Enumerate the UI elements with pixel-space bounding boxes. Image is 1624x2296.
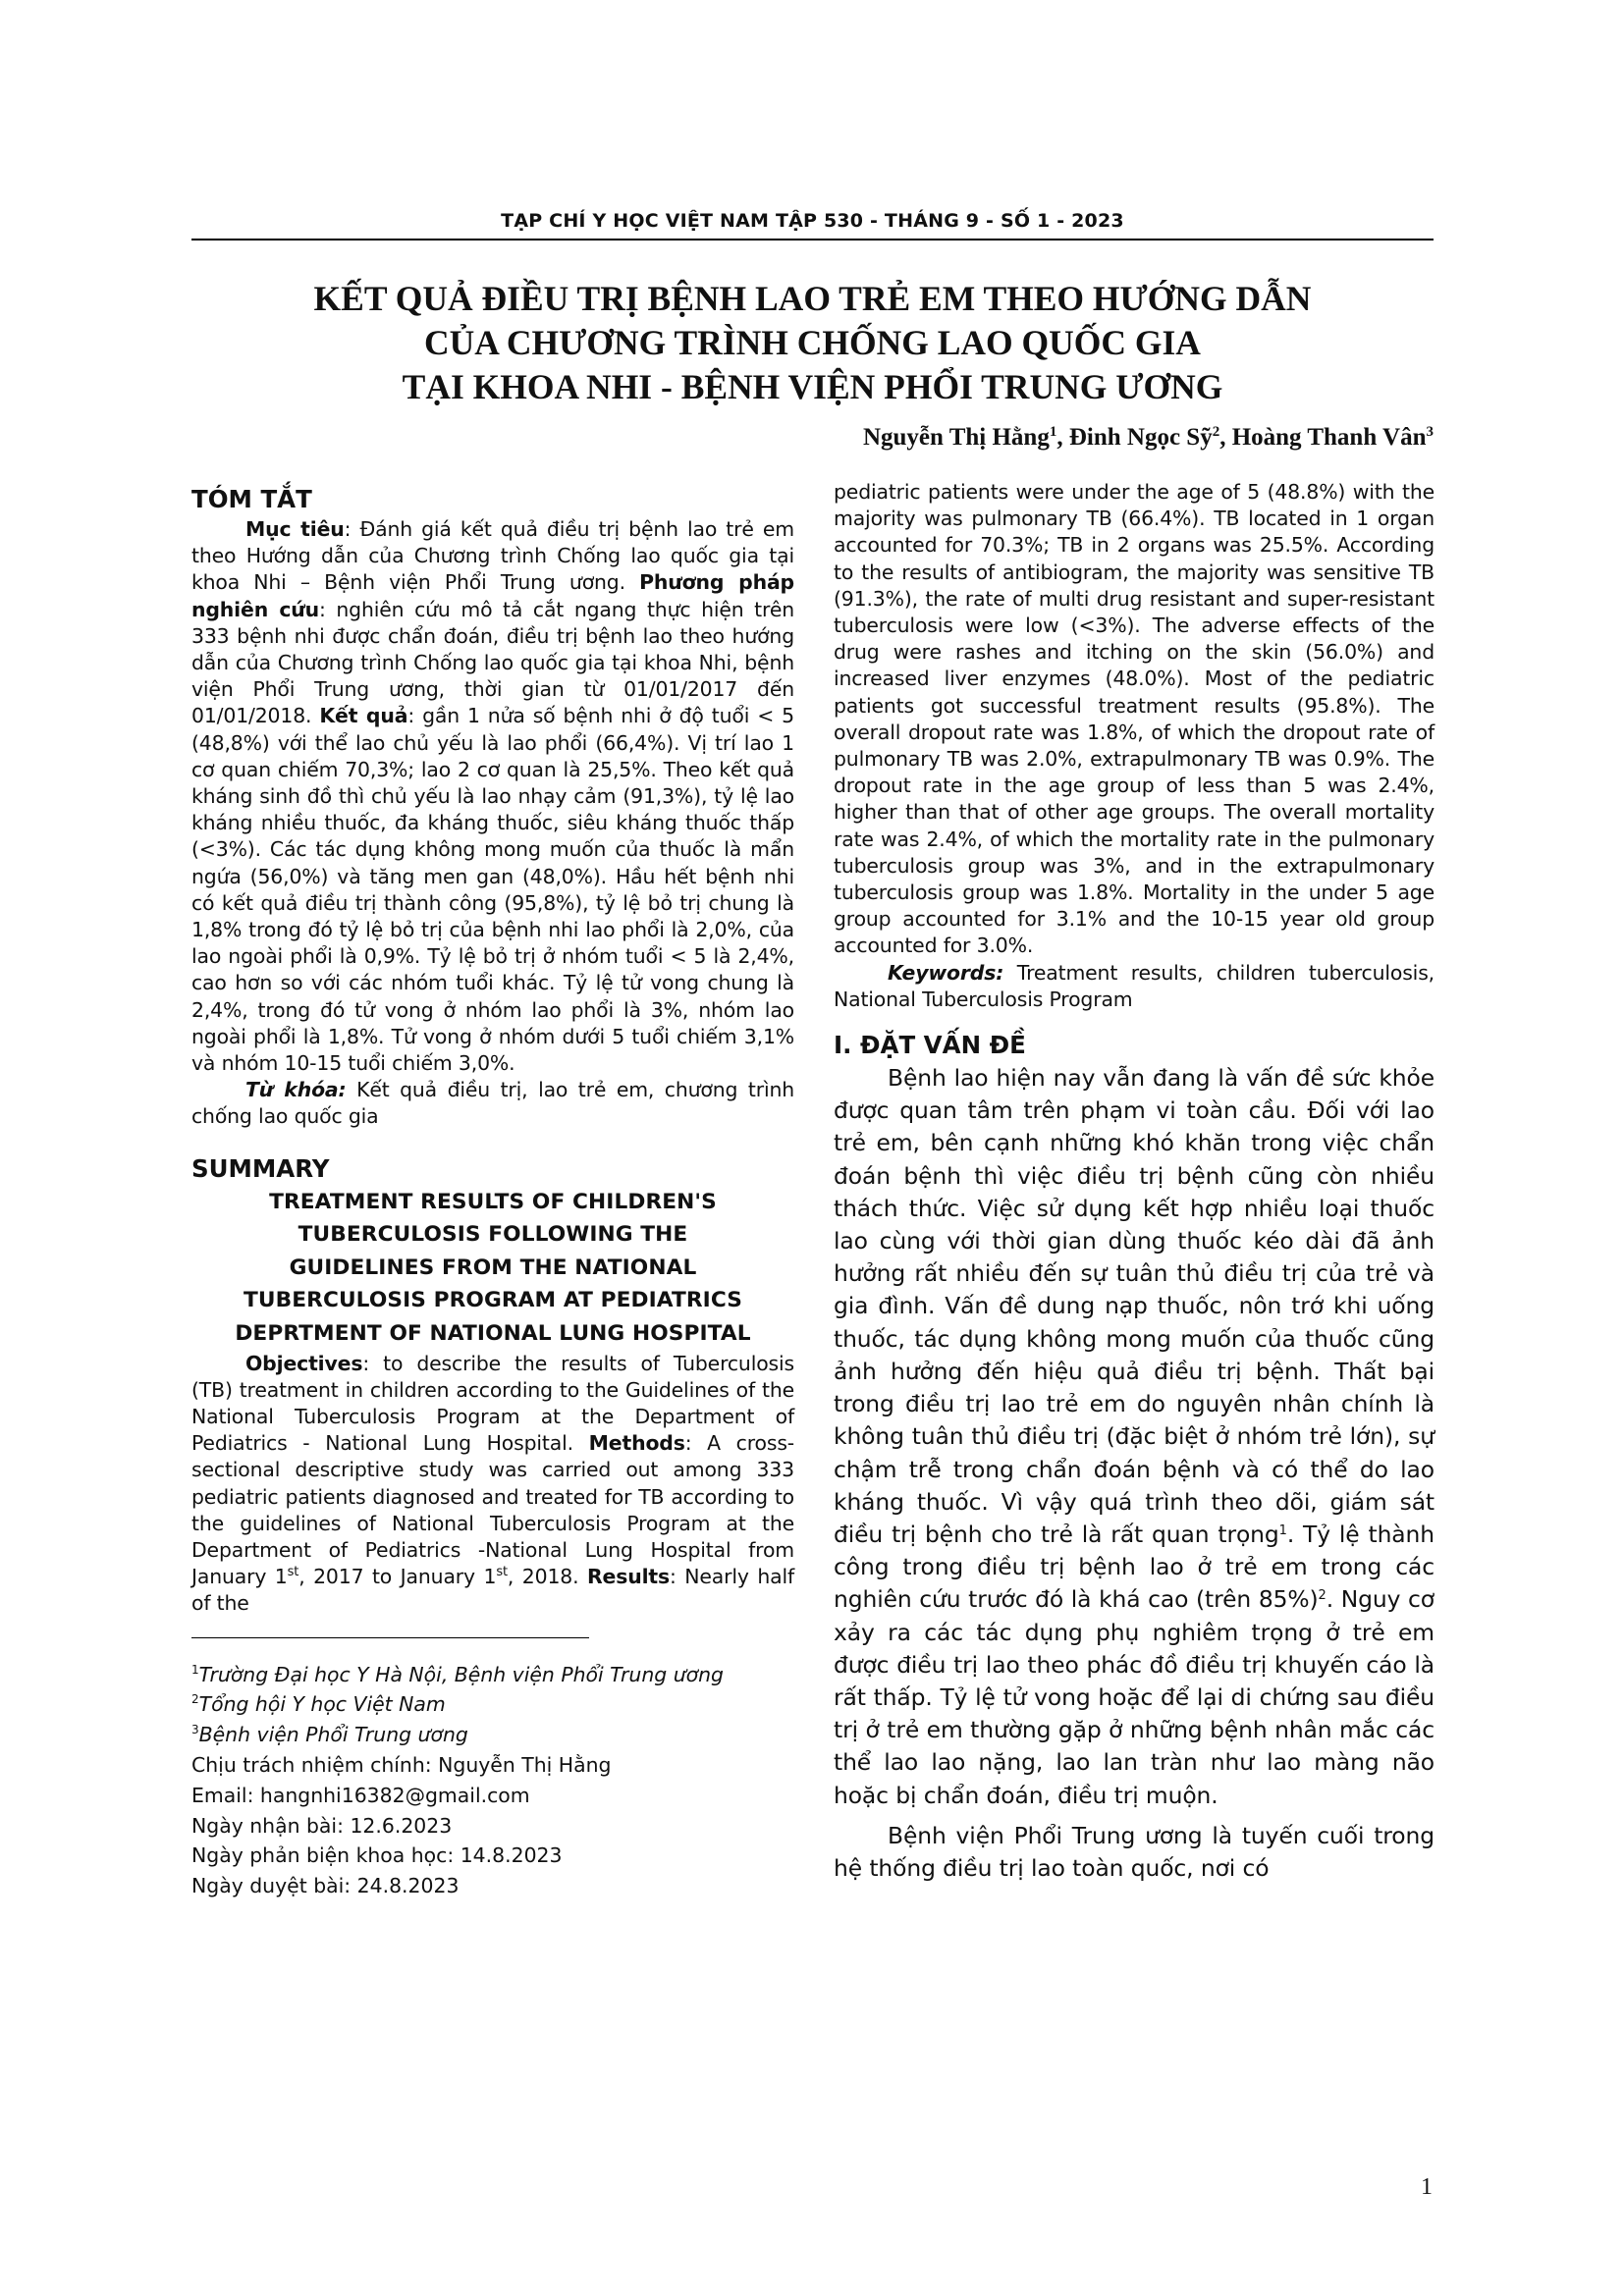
date-received: Ngày nhận bài: 12.6.2023	[191, 1813, 453, 1838]
footnote-mark: 2	[191, 1692, 199, 1707]
tom-tat-abstract	[191, 516, 794, 1077]
methods-text: : A cross-sectional descriptive study was carried out among 333 pediatric patients diagnosed and treated for TB according to the guidelines of National Tuberculosis Program at the Department of Pediatrics -National Lung Hospital from January 1	[191, 1431, 795, 1589]
objectives-label: Objectives	[245, 1351, 363, 1375]
ordinal-suffix: st	[287, 1565, 299, 1580]
muc-tieu-text: : Đánh giá kết quả điều trị bệnh lao trẻ em theo Hướng dẫn của Chương trình Chống lao quốc gia tại khoa Nhi – Bệnh viện Phổi Trung ương.	[191, 517, 794, 595]
summary-abstract-right: pediatric patients were under the age of 5 (48.8%) with the majority was pulmonary TB (66.4%). TB located in 1 organ accounted for 70.3%; TB in 2 organs was 25.5%. According to the results of antibiogram, the majority was sensitive TB (91.3%), the rate of multi drug resistant and super-resistant tuberculosis were low (<3%). The adverse effects of the drug were rashes and itching on the skin (56.0%) and increased liver enzymes (48.0%). Most of the pediatric patients got successful treatment results (95.8%). The overall dropout rate was 1.8%, of which the dropout rate of pulmonary TB was 2.0%, extrapulmonary TB was 0.9%. The dropout rate in the age group of less than 5 was 2.4%, higher than that of other age groups. The overall mortality rate was 2.4%, of which the mortality rate in the pulmonary tuberculosis group was 3%, and in the extrapulmonary tuberculosis group was 1.8%. Mortality in the under 5 age group accounted for 3.1% and the 10-15 year old group accounted for 3.0%.	[834, 480, 1435, 958]
objectives-text: : to describe the results of Tuberculosis (TB) treatment in children according to the Guidelines of the National Tuberculosis Program at the Department of Pediatrics - National Lung Hospital.	[191, 1351, 794, 1456]
footnote-text: Bệnh viện Phổi Trung ương	[198, 1723, 468, 1747]
right-column	[834, 479, 1435, 1885]
title-line-3: TẠI KHOA NHI - BỆNH VIỆN PHỔI TRUNG ƯƠNG	[402, 367, 1223, 406]
methods-label: Methods	[588, 1431, 685, 1456]
paragraph-text: . Nguy cơ xảy ra các tác dụng phụ nghiêm trọng ở trẻ em được điều trị lao theo phác đồ điều trị khuyến cáo là rất thấp. Tỷ lệ tử vong hoặc để lại di chứng sau điều trị ở trẻ em thường gặp ở những bệnh nhân mắc các thể lao lao nặng, lao lan tràn như lao màng não hoặc bị chẩn đoán, điều trị muộn.	[834, 1585, 1435, 1809]
methods-text: , 2018.	[507, 1565, 587, 1589]
tu-khoa-line	[191, 1077, 794, 1130]
footnote-affiliation-2	[191, 1689, 794, 1720]
tom-tat-heading: TÓM TẮT	[191, 485, 312, 513]
author-affiliation-mark: 3	[1426, 424, 1434, 440]
tu-khoa-text: Kết quả điều trị, lao trẻ em, chương trình chống lao quốc gia	[191, 1078, 794, 1129]
summary-title	[191, 1186, 794, 1351]
footnote-text: Trường Đại học Y Hà Nội, Bệnh viện Phổi Trung ương	[198, 1662, 724, 1686]
phuong-phap-text: : nghiên cứu mô tả cắt ngang thực hiện trên 333 bệnh nhi được chẩn đoán, điều trị bệnh lao theo hướng dẫn của Chương trình Chống lao quốc gia tại khoa Nhi, bệnh viện Phổi Trung ương, thời gian từ 01/01/2017 đến 01/01/2018.	[191, 597, 794, 728]
title-line-1: KẾT QUẢ ĐIỀU TRỊ BỆNH LAO TRẺ EM THEO HƯỚNG DẪN	[313, 279, 1312, 318]
author-affiliation-mark: 2	[1212, 424, 1220, 440]
footnote-mark: 1	[191, 1662, 199, 1677]
corresponding-author: Chịu trách nhiệm chính: Nguyễn Thị Hằng	[191, 1753, 612, 1778]
running-header: TẠP CHÍ Y HỌC VIỆT NAM TẬP 530 - THÁNG 9 - SỐ 1 - 2023	[501, 210, 1124, 232]
footnote-mark: 3	[191, 1723, 199, 1737]
page-number: 1	[1421, 2174, 1433, 2200]
reference-mark: 1	[1278, 1522, 1287, 1538]
author-name: Đinh Ngọc Sỹ	[1068, 424, 1213, 451]
results-label: Results	[586, 1565, 670, 1589]
ordinal-suffix: st	[496, 1565, 508, 1580]
section-1-paragraph-2: Bệnh viện Phổi Trung ương là tuyến cuối trong hệ thống điều trị lao toàn quốc, nơi có	[834, 1821, 1435, 1882]
summary-title-line: TREATMENT RESULTS OF CHILDREN'S	[269, 1189, 717, 1214]
footnote-text: Tổng hội Y học Việt Nam	[198, 1692, 446, 1717]
ket-qua-text: : gần 1 nửa số bệnh nhi ở độ tuổi < 5 (48,8%) với thể lao chủ yếu là lao phổi (66,4%). Vị trí lao 1 cơ quan chiếm 70,3%; lao 2 cơ quan là 25,5%. Theo kết quả kháng sinh đồ thì chủ yếu là lao nhạy cảm (91,3%), tỷ lệ lao kháng nhiều thuốc, đa kháng thuốc, siêu kháng thuốc thấp (<3%). Các tác dụng không mong muốn của thuốc là mẩn ngứa (56,0%) và tăng men gan (48,0%). Hầu hết bệnh nhi có kết quả điều trị thành công (95,8%), tỷ lệ bỏ trị chung là 1,8% trong đó tỷ lệ bỏ trị của bệnh nhi lao phổi là 2,0%, của lao ngoài phổi là 0,9%. Tỷ lệ bỏ trị ở nhóm tuổi < 5 là 2,4%, cao hơn so với các nhóm tuổi khác. Tỷ lệ tử vong chung là 2,4%, trong đó tử vong ở nhóm lao phổi là 3%, nhóm lao ngoài phổi là 1,8%. Tử vong ở nhóm dưới 5 tuổi chiếm 3,1% và nhóm 10-15 tuổi chiếm 3,0%.	[191, 704, 794, 1076]
summary-title-line: TUBERCULOSIS PROGRAM AT PEDIATRICS	[244, 1288, 742, 1313]
author-name: Nguyễn Thị Hằng	[862, 424, 1050, 451]
date-reviewed: Ngày phản biện khoa học: 14.8.2023	[191, 1843, 563, 1868]
tu-khoa-label: Từ khóa:	[245, 1078, 347, 1102]
author-list	[863, 424, 1434, 452]
paragraph-text: Bệnh lao hiện nay vẫn đang là vấn đề sức khỏe được quan tâm trên phạm vi toàn cầu. Đối với lao trẻ em, bên cạnh những khó khăn trong việc chẩn đoán bệnh thì việc điều trị bệnh cũng còn nhiều thách thức. Việc sử dụng kết hợp nhiều loại thuốc lao cùng với thời gian dùng thuốc kéo dài đã ảnh hưởng rất nhiều đến sự tuân thủ điều trị của trẻ và gia đình. Vấn đề dung nạp thuốc, nôn trớ khi uống thuốc, tác dụng không mong muốn của thuốc cũng ảnh hưởng đến hiệu quả điều trị bệnh. Thất bại trong điều trị lao trẻ em do nguyên nhân chính là không tuân thủ điều trị (đặc biệt ở nhóm trẻ lớn), sự chậm trễ trong chẩn đoán bệnh và có thể do lao kháng thuốc. Vì vậy quá trình theo dõi, giám sát điều trị bệnh cho trẻ là rất quan trọng	[834, 1064, 1435, 1548]
keywords-label: Keywords:	[888, 960, 1004, 985]
left-column	[191, 483, 794, 1901]
date-accepted: Ngày duyệt bài: 24.8.2023	[191, 1874, 460, 1898]
footnote-affiliation-1	[191, 1660, 794, 1690]
section-1-paragraph-1	[834, 1062, 1435, 1812]
summary-heading: SUMMARY	[191, 1153, 330, 1183]
footnote-rule	[191, 1637, 589, 1638]
summary-title-line: GUIDELINES FROM THE NATIONAL	[289, 1255, 697, 1280]
corresponding-email: Email: hangnhi16382@gmail.com	[191, 1783, 530, 1807]
reference-mark: 2	[1318, 1588, 1326, 1604]
results-text: : Nearly half of the	[191, 1565, 795, 1616]
muc-tieu-label: Mục tiêu	[245, 517, 345, 541]
phuong-phap-label: Phương pháp nghiên cứu	[191, 570, 795, 621]
title-line-2: CỦA CHƯƠNG TRÌNH CHỐNG LAO QUỐC GIA	[424, 323, 1201, 362]
section-1-heading: I. ĐẶT VẤN ĐỀ	[834, 1031, 1026, 1060]
paragraph-text: . Tỷ lệ thành công trong điều trị bệnh lao ở trẻ em trong các nghiên cứu trước đó là khá cao (trên 85%)	[834, 1520, 1435, 1614]
article-title	[191, 277, 1434, 409]
methods-text: , 2017 to January 1	[298, 1565, 497, 1589]
summary-title-line: DEPRTMENT OF NATIONAL LUNG HOSPITAL	[235, 1321, 751, 1347]
keywords-text: Treatment results, children tuberculosis, National Tuberculosis Program	[834, 960, 1435, 1011]
author-name: Hoàng Thanh Vân	[1231, 424, 1427, 451]
header-rule	[191, 239, 1434, 240]
keywords-line	[834, 960, 1435, 1013]
ket-qua-label: Kết quả	[319, 704, 408, 728]
summary-title-line: TUBERCULOSIS FOLLOWING THE	[298, 1222, 688, 1248]
footnote-affiliation-3	[191, 1720, 794, 1750]
author-separator: ,	[1219, 424, 1232, 451]
summary-abstract-left	[191, 1351, 794, 1618]
author-separator: ,	[1056, 424, 1069, 451]
author-affiliation-mark: 1	[1049, 424, 1057, 440]
